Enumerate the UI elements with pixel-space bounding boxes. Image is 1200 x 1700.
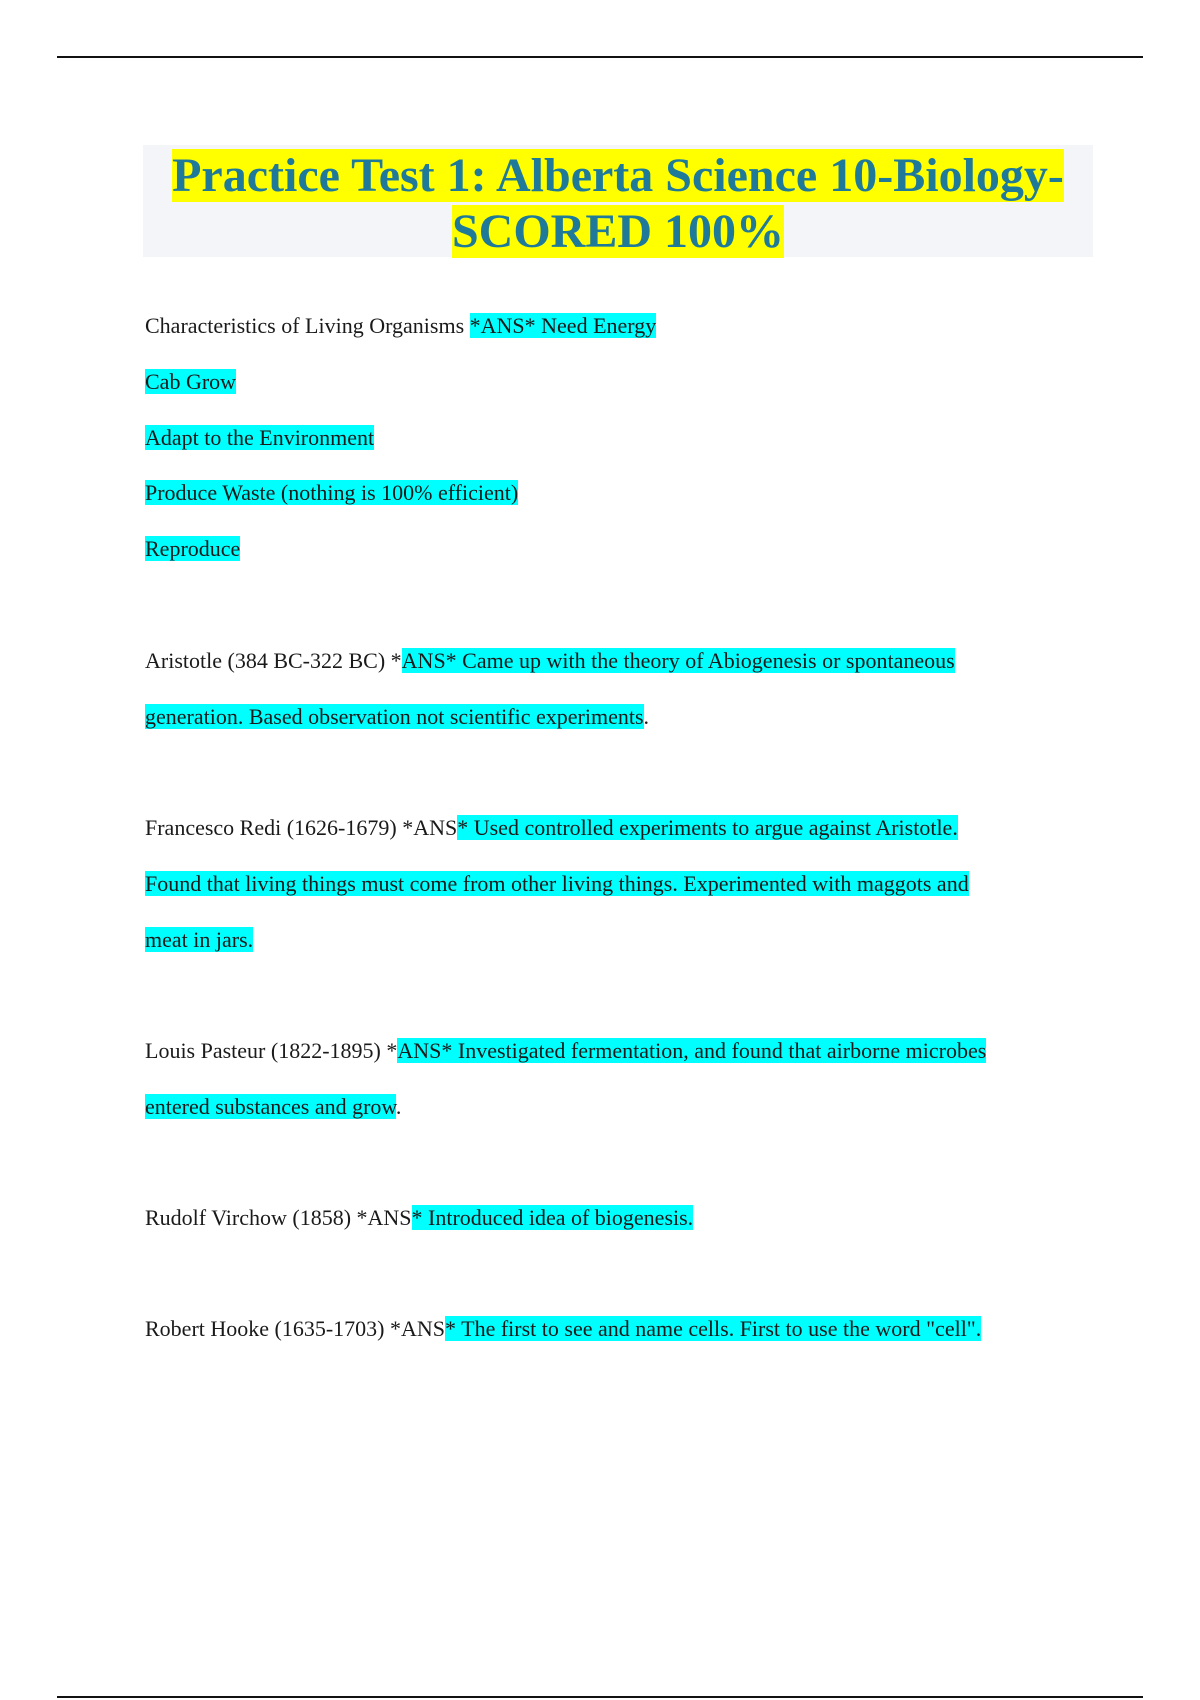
header-rule <box>57 56 1143 58</box>
qa-hooke-line-1 <box>145 1314 981 1344</box>
qa-characteristics-line-4 <box>145 478 518 508</box>
title-line-1: Practice Test 1: Alberta Science 10-Biology- <box>172 149 1064 202</box>
question-text: Francesco Redi (1626-1679) *ANS <box>145 815 458 840</box>
question-text: Rudolf Virchow (1858) *ANS <box>145 1205 412 1230</box>
qa-characteristics-line-3 <box>145 423 374 453</box>
answer-text: *ANS* Need Energy <box>469 313 657 338</box>
answer-text: ANS* Investigated fermentation, and found that airborne microbes <box>397 1038 987 1063</box>
title-box <box>143 145 1093 257</box>
question-text: Robert Hooke (1635-1703) *ANS <box>145 1316 446 1341</box>
qa-pasteur-line-2 <box>145 1092 401 1122</box>
answer-text: * Introduced idea of biogenesis. <box>411 1205 694 1230</box>
answer-text: Produce Waste (nothing is 100% efficient) <box>145 480 519 505</box>
answer-text: Found that living things must come from other living things. Experimented with maggots and <box>145 871 969 896</box>
page-title <box>143 145 1093 260</box>
answer-text: Reproduce <box>145 536 241 561</box>
answer-text: Adapt to the Environment <box>145 425 375 450</box>
title-line-2: SCORED 100% <box>451 205 785 258</box>
qa-redi-line-2 <box>145 869 969 899</box>
qa-characteristics-line-2 <box>145 367 236 397</box>
qa-aristotle-line-1 <box>145 646 955 676</box>
qa-virchow-line-1 <box>145 1203 693 1233</box>
trailing-period: . <box>395 1094 402 1119</box>
qa-redi-line-3 <box>145 925 253 955</box>
qa-redi-line-1 <box>145 813 958 843</box>
qa-pasteur-line-1 <box>145 1036 986 1066</box>
qa-characteristics-line-1 <box>145 311 656 341</box>
question-text: Louis Pasteur (1822-1895) * <box>145 1038 398 1063</box>
question-text: Characteristics of Living Organisms <box>145 313 470 338</box>
answer-text: * The first to see and name cells. First to use the word "cell". <box>445 1316 982 1341</box>
answer-text: meat in jars. <box>145 927 254 952</box>
qa-aristotle-line-2 <box>145 702 649 732</box>
answer-text: entered substances and grow <box>145 1094 396 1119</box>
answer-text: Cab Grow <box>145 369 237 394</box>
qa-characteristics-line-5 <box>145 534 240 564</box>
footer-rule <box>57 1696 1143 1698</box>
answer-text: * Used controlled experiments to argue against Aristotle. <box>457 815 958 840</box>
answer-text: ANS* Came up with the theory of Abiogenesis or spontaneous <box>401 648 955 673</box>
answer-text: generation. Based observation not scientific experiments <box>145 704 644 729</box>
trailing-period: . <box>643 704 650 729</box>
question-text: Aristotle (384 BC-322 BC) * <box>145 648 402 673</box>
